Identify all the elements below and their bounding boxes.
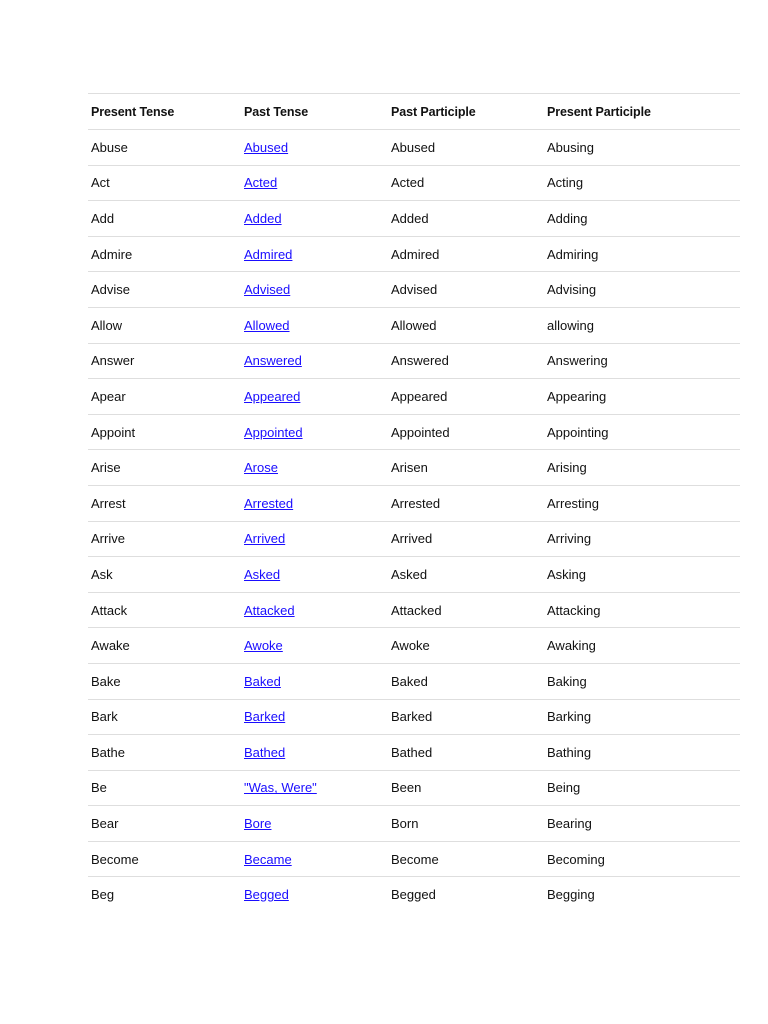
cell-present-tense: Bake: [88, 663, 241, 699]
cell-present-participle: Appearing: [544, 379, 740, 415]
past-tense-link[interactable]: Asked: [244, 566, 281, 582]
table-row: [88, 485, 740, 521]
cell-present-tense: Arise: [88, 450, 241, 486]
cell-past-tense: [241, 201, 388, 237]
cell-present-tense: Arrest: [88, 485, 241, 521]
cell-present-participle: Arising: [544, 450, 740, 486]
cell-present-participle: Asking: [544, 557, 740, 593]
cell-past-tense: [241, 663, 388, 699]
table-row: [88, 343, 740, 379]
cell-present-participle: Appointing: [544, 414, 740, 450]
cell-present-tense: Allow: [88, 307, 241, 343]
cell-present-participle: Awaking: [544, 628, 740, 664]
table-row: [88, 236, 740, 272]
past-tense-link[interactable]: "Was, Were": [244, 780, 317, 796]
cell-past-tense: [241, 343, 388, 379]
cell-past-participle: Become: [388, 841, 544, 877]
header-present-participle: Present Participle: [544, 94, 740, 130]
cell-present-tense: Arrive: [88, 521, 241, 557]
cell-past-participle: Asked: [388, 557, 544, 593]
past-tense-link[interactable]: Abused: [244, 139, 289, 155]
cell-present-tense: Apear: [88, 379, 241, 415]
past-tense-link[interactable]: Arrested: [244, 495, 294, 511]
cell-past-participle: Barked: [388, 699, 544, 735]
table-row: [88, 272, 740, 308]
cell-present-participle: Baking: [544, 663, 740, 699]
cell-present-tense: Advise: [88, 272, 241, 308]
past-tense-link[interactable]: Bore: [244, 816, 272, 832]
cell-present-participle: Answering: [544, 343, 740, 379]
cell-past-participle: Arrived: [388, 521, 544, 557]
cell-present-tense: Be: [88, 770, 241, 806]
cell-past-tense: [241, 236, 388, 272]
cell-present-tense: Act: [88, 165, 241, 201]
cell-present-tense: Become: [88, 841, 241, 877]
cell-past-tense: [241, 521, 388, 557]
cell-present-tense: Answer: [88, 343, 241, 379]
cell-past-participle: Allowed: [388, 307, 544, 343]
past-tense-link[interactable]: Answered: [244, 353, 302, 369]
cell-present-tense: Add: [88, 201, 241, 237]
cell-present-tense: Bark: [88, 699, 241, 735]
cell-present-participle: Arriving: [544, 521, 740, 557]
cell-present-tense: Attack: [88, 592, 241, 628]
cell-present-participle: Begging: [544, 877, 740, 912]
cell-present-tense: Ask: [88, 557, 241, 593]
cell-past-tense: [241, 877, 388, 912]
cell-past-participle: Baked: [388, 663, 544, 699]
cell-present-participle: Attacking: [544, 592, 740, 628]
past-tense-link[interactable]: Became: [244, 851, 292, 867]
cell-past-tense: [241, 165, 388, 201]
table-row: [88, 663, 740, 699]
table-row: [88, 877, 740, 912]
cell-past-participle: Answered: [388, 343, 544, 379]
cell-present-tense: Admire: [88, 236, 241, 272]
past-tense-link[interactable]: Advised: [244, 282, 291, 298]
cell-past-tense: [241, 806, 388, 842]
cell-past-tense: [241, 485, 388, 521]
cell-past-tense: [241, 735, 388, 771]
cell-present-participle: Becoming: [544, 841, 740, 877]
table-row: [88, 699, 740, 735]
past-tense-link[interactable]: Bathed: [244, 744, 286, 760]
past-tense-link[interactable]: Admired: [244, 246, 293, 262]
cell-past-participle: Appointed: [388, 414, 544, 450]
past-tense-link[interactable]: Arose: [244, 460, 278, 476]
verb-tense-table: [88, 93, 740, 912]
cell-present-participle: Adding: [544, 201, 740, 237]
cell-present-participle: Barking: [544, 699, 740, 735]
past-tense-link[interactable]: Barked: [244, 709, 286, 725]
past-tense-link[interactable]: Allowed: [244, 317, 290, 333]
table-row: [88, 557, 740, 593]
cell-present-tense: Bear: [88, 806, 241, 842]
cell-past-participle: Appeared: [388, 379, 544, 415]
header-past-participle: Past Participle: [388, 94, 544, 130]
cell-past-tense: [241, 379, 388, 415]
cell-present-tense: Abuse: [88, 130, 241, 166]
cell-past-tense: [241, 130, 388, 166]
cell-present-tense: Beg: [88, 877, 241, 912]
cell-past-participle: Abused: [388, 130, 544, 166]
cell-present-participle: Advising: [544, 272, 740, 308]
table-row: [88, 130, 740, 166]
cell-past-tense: [241, 628, 388, 664]
table-row: [88, 165, 740, 201]
cell-present-participle: Bathing: [544, 735, 740, 771]
cell-present-participle: Abusing: [544, 130, 740, 166]
cell-past-participle: Bathed: [388, 735, 544, 771]
table-row: [88, 841, 740, 877]
past-tense-link[interactable]: Begged: [244, 887, 289, 903]
cell-past-participle: Arisen: [388, 450, 544, 486]
cell-present-tense: Awake: [88, 628, 241, 664]
cell-past-participle: Arrested: [388, 485, 544, 521]
cell-past-tense: [241, 307, 388, 343]
cell-past-participle: Acted: [388, 165, 544, 201]
past-tense-link[interactable]: Awoke: [244, 638, 283, 654]
table-row: [88, 379, 740, 415]
cell-past-participle: Advised: [388, 272, 544, 308]
table-row: [88, 450, 740, 486]
past-tense-link[interactable]: Appointed: [244, 424, 303, 440]
cell-past-tense: [241, 414, 388, 450]
past-tense-link[interactable]: Arrived: [244, 531, 286, 547]
table-row: [88, 414, 740, 450]
cell-present-participle: Admiring: [544, 236, 740, 272]
cell-past-tense: [241, 592, 388, 628]
cell-present-participle: Bearing: [544, 806, 740, 842]
cell-past-participle: Admired: [388, 236, 544, 272]
cell-present-tense: Bathe: [88, 735, 241, 771]
table-row: [88, 521, 740, 557]
table-header: [88, 94, 740, 130]
cell-past-participle: Been: [388, 770, 544, 806]
past-tense-link[interactable]: Added: [244, 210, 282, 226]
table-row: [88, 307, 740, 343]
past-tense-link[interactable]: Acted: [244, 175, 278, 191]
cell-present-participle: Arresting: [544, 485, 740, 521]
cell-past-tense: [241, 272, 388, 308]
cell-past-participle: Attacked: [388, 592, 544, 628]
cell-present-tense: Appoint: [88, 414, 241, 450]
table-row: [88, 806, 740, 842]
cell-present-participle: Being: [544, 770, 740, 806]
past-tense-link[interactable]: Appeared: [244, 388, 301, 404]
header-present-tense: Present Tense: [88, 94, 241, 130]
cell-past-tense: [241, 841, 388, 877]
header-row: [88, 94, 740, 130]
cell-past-tense: [241, 770, 388, 806]
past-tense-link[interactable]: Attacked: [244, 602, 295, 618]
table-row: [88, 201, 740, 237]
cell-past-participle: Awoke: [388, 628, 544, 664]
cell-past-tense: [241, 557, 388, 593]
table-row: [88, 592, 740, 628]
table-row: [88, 770, 740, 806]
table-row: [88, 628, 740, 664]
header-past-tense: Past Tense: [241, 94, 388, 130]
cell-past-participle: Added: [388, 201, 544, 237]
cell-past-participle: Begged: [388, 877, 544, 912]
cell-present-participle: Acting: [544, 165, 740, 201]
past-tense-link[interactable]: Baked: [244, 673, 281, 689]
cell-past-tense: [241, 450, 388, 486]
table-body: [88, 130, 740, 913]
cell-present-participle: allowing: [544, 307, 740, 343]
table-row: [88, 735, 740, 771]
cell-past-participle: Born: [388, 806, 544, 842]
cell-past-tense: [241, 699, 388, 735]
